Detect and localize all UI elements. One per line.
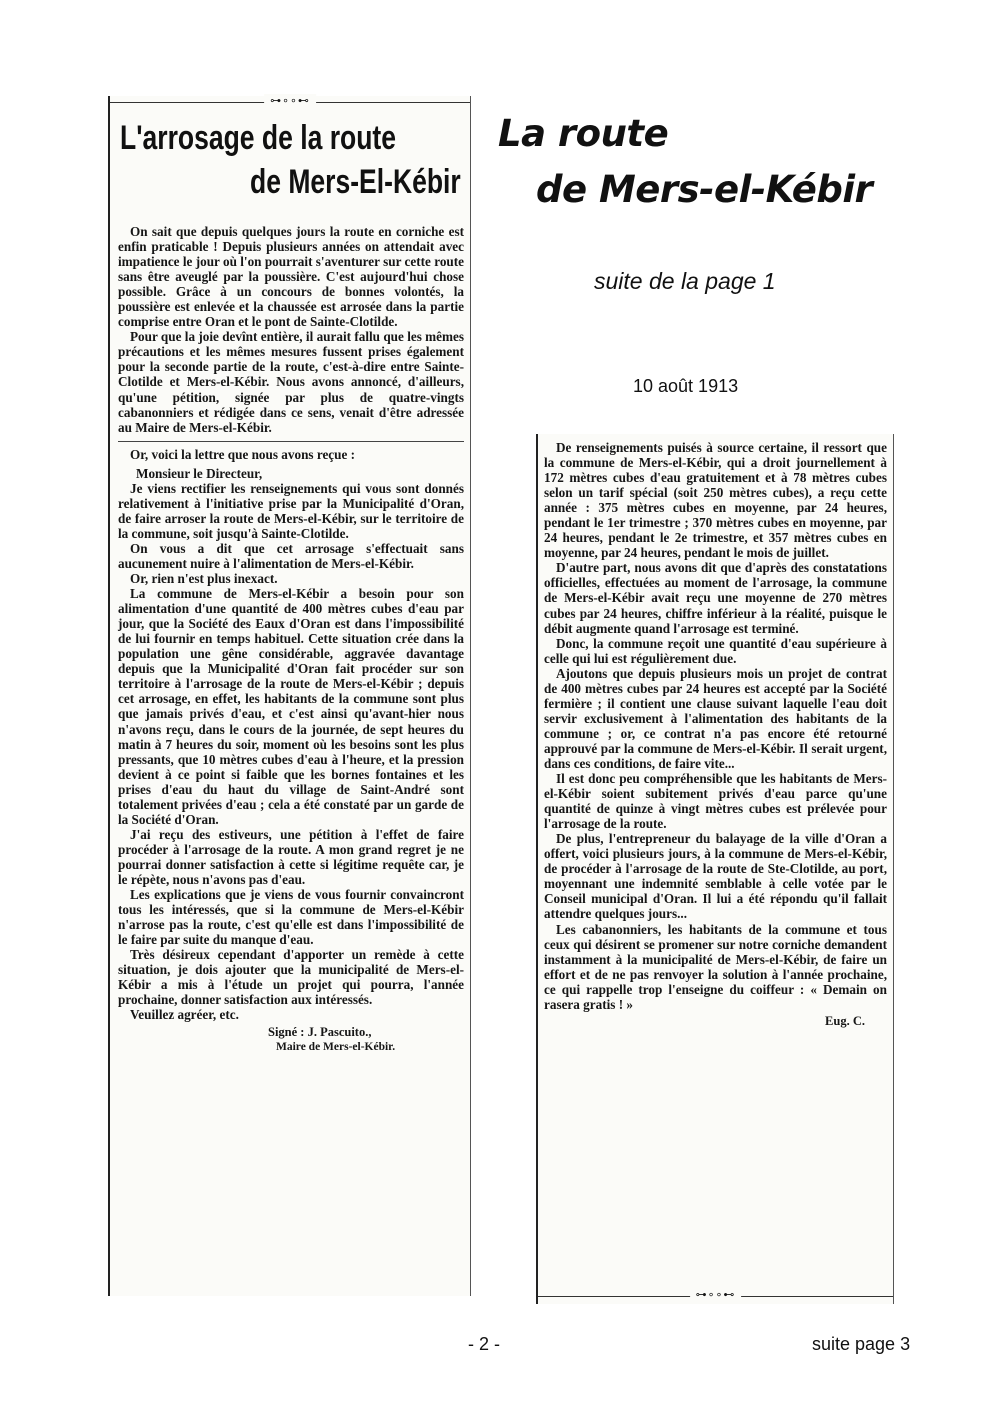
ornament-icon: ⊶∘∘⊷ (264, 94, 316, 107)
letter-paragraph-6: Les explications que je viens de vous fournir convaincront tous les intéressés, que si la commune de Mers-el-Kébir n'arrose pas la route, c'est qu'elle est dans l'impossibilité de le faire par suite du manque d'eau. (118, 887, 464, 948)
right-article-body (544, 440, 887, 1029)
letter-paragraph-4: La commune de Mers-el-Kébir a besoin pour son alimentation d'une quantité de 400 mètres cubes d'eau par jour, que la Société des Eaux d'Oran est dans l'impossibilité de lui fournir en temps habituel. Cette situation crée dans la population une gêne considérable, aggravée davantage depuis que la Municipalité d'Oran fait procéder sur son territoire à l'arrosage de la route de Mers-el-Kébir ; depuis cet arrosage, en effet, les habitants de la commune sont plus que jamais privés d'eau, et c'est ainsi qu'avant-hier nous n'avons reçu, dans le cours de la journée, de sept heures du matin à 7 heures du soir, moment où les besoins sont les plus pressants, que 10 mètres cubes d'eau à l'heure, et la pression devient à ce point si faible que les bornes fontaines et les prises d'eau du haut du village de Saint-André sont totalement privées d'eau ; cela a été constaté par un garde de la Société d'Oran. (118, 586, 464, 827)
right-paragraph-5: Il est donc peu compréhensible que les habitants de Mers-el-Kébir soient subitement privés d'eau parce qu'une quantité de quinze à vingt mètres cubes est prélevée pour l'arrosage de la route. (544, 771, 887, 832)
article-divider (118, 441, 464, 442)
bottom-ornament-rule (538, 1290, 893, 1304)
right-paragraph-6: De plus, l'entrepreneur du balayage de la ville d'Oran a offert, voici plusieurs jours, à la commune de Mers-el-Kébir, de procéder à l'arrosage de la route de Ste-Clotilde, au port, moyennant une indemnité semblable à celle votée par le Conseil municipal d'Oran. Il lui a été répondu qu'il fallait attendre quelques jours... (544, 831, 887, 922)
page-number: - 2 - (468, 1334, 501, 1354)
right-paragraph-7: Les cabanonniers, les habitants de la commune et tous ceux qui désirent se promener sur notre corniche demandent instamment à la municipalité de Mers-el-Kébir, de faire un effort et de ne pas renvoyer la solution à l'année prochaine, ce qui rappelle trop l'enseigne du coiffeur : « Demain on rasera gratis ! » (544, 921, 887, 1012)
ornament-icon: ⊶∘∘⊷ (690, 1288, 742, 1301)
continued-note: suite page 3 (812, 1334, 911, 1354)
left-paragraph-1: On sait que depuis quelques jours la route en corniche est enfin praticable ! Depuis plusieurs années on attendait avec impatience le jour où l'on pourrait s'aventurer sur cette route sans être aveuglé par la poussière. C'est aujourd'hui chose possible. Grâce à un concours de bonnes volontés, la poussière est enlevée et la chaussée est arrosée dans la partie comprise entre Oran et le pont de Sainte-Clotilde. (118, 224, 464, 330)
left-paragraph-2: Pour que la joie devînt entière, il aurait fallu que les mêmes précautions et les mêmes mesures fussent prises également pour la seconde partie de la route, c'est-à-dire entre Sainte-Clotilde et Mers-el-Kébir. Nous avons annoncé, d'ailleurs, qu'une pétition, signée par plus de quatre-vingts cabanonniers et rédigée dans ce sens, venait d'être adressée au Maire de Mers-el-Kébir. (118, 329, 464, 435)
letter-paragraph-8: Veuillez agréer, etc. (130, 1007, 239, 1023)
right-paragraph-3: Donc, la commune reçoit une quantité d'eau supérieure à celle qui lui est régulièrement due. (544, 635, 887, 666)
signature-line2: Maire de Mers-el-Kébir. (276, 1041, 396, 1054)
article-date: 10 août 1913 (633, 376, 739, 396)
page-title-line1: La route (498, 112, 669, 155)
letter-paragraph-1: Je viens rectifier les renseignements qui vous sont donnés relativement à l'initiative prise par la Municipalité d'Oran, de faire arroser la route de Mers-el-Kébir, sur le territoire de la commune, soit jusqu'à Sainte-Clotilde. (118, 480, 464, 541)
right-paragraph-1: De renseignements puisés à source certaine, il ressort que la commune de Mers-el-Kébir, qui a droit journellement à 172 mètres cubes d'eau gratuitement et à 78 mètres cubes selon un tarif spécial (soit 250 mètres cubes), a reçu cette année : 375 mètres cubes en moyenne, par 24 heures, pendant le 1er trimestre ; 370 mètres cubes en moyenne, par 24 heures, pendant le 2e trimestre, et 357 mètres cubes en moyenne, par 24 heures, pendant le mois de juillet. (544, 440, 887, 561)
letter-salutation: Monsieur le Directeur, (136, 465, 263, 481)
right-paragraph-2: D'autre part, nous avons dit que d'après des constatations officielles, effectuées au moment de l'arrosage, la commune de Mers-el-Kébir avait reçu une moyenne de 270 mètres cubes par 24 heures, chiffre inférieur à la réalité, puisque le débit augmente quand l'arrosage est terminé. (544, 560, 887, 636)
headline-line2: de Mers-El-Kébir (250, 163, 461, 201)
page-subtitle: suite de la page 1 (594, 268, 776, 294)
letter-paragraph-2: On vous a dit que cet arrosage s'effectuait sans aucunement nuire à l'alimentation de Mers-el-Kébir. (118, 540, 464, 571)
left-article-body (118, 116, 464, 1055)
article-author: Eug. C. (825, 1013, 865, 1028)
headline-line1: L'arrosage de la route (120, 119, 397, 157)
top-ornament-rule (110, 96, 470, 110)
letter-paragraph-3: Or, rien n'est plus inexact. (130, 571, 278, 587)
left-article-clipping (108, 96, 471, 1296)
right-paragraph-4: Ajoutons que depuis plusieurs mois un projet de contrat de 400 mètres cubes par 24 heures est accepté par la Société fermière ; il contient une clause suivant laquelle l'eau doit servir exclusivement à l'alimentation des habitants de la commune ; or, ce contrat n'a pas encore été retourné approuvé par la commune de Mers-el-Kébir. Il serait urgent, dans ces conditions, de faire vite... (544, 665, 887, 771)
right-article-clipping (536, 434, 894, 1304)
letter-intro: Or, voici la lettre que nous avons reçue : (130, 446, 356, 462)
page-title-line2: de Mers-el-Kébir (536, 168, 873, 211)
signature-line1: Signé : J. Pascuito., (268, 1025, 372, 1040)
letter-paragraph-7: Très désireux cependant d'apporter un remède à cette situation, je dois ajouter que la municipalité de Mers-el-Kébir a mis à l'étude un projet qui pourra, l'année prochaine, donner satisfaction aux intéressés. (118, 947, 464, 1008)
letter-paragraph-5: J'ai reçu des estiveurs, une pétition à l'effet de faire procéder à l'arrosage de la route. A mon grand regret je ne pourrai donner satisfaction à cette si légitime requête car, je le répète, nous n'avons pas d'eau. (118, 826, 464, 887)
